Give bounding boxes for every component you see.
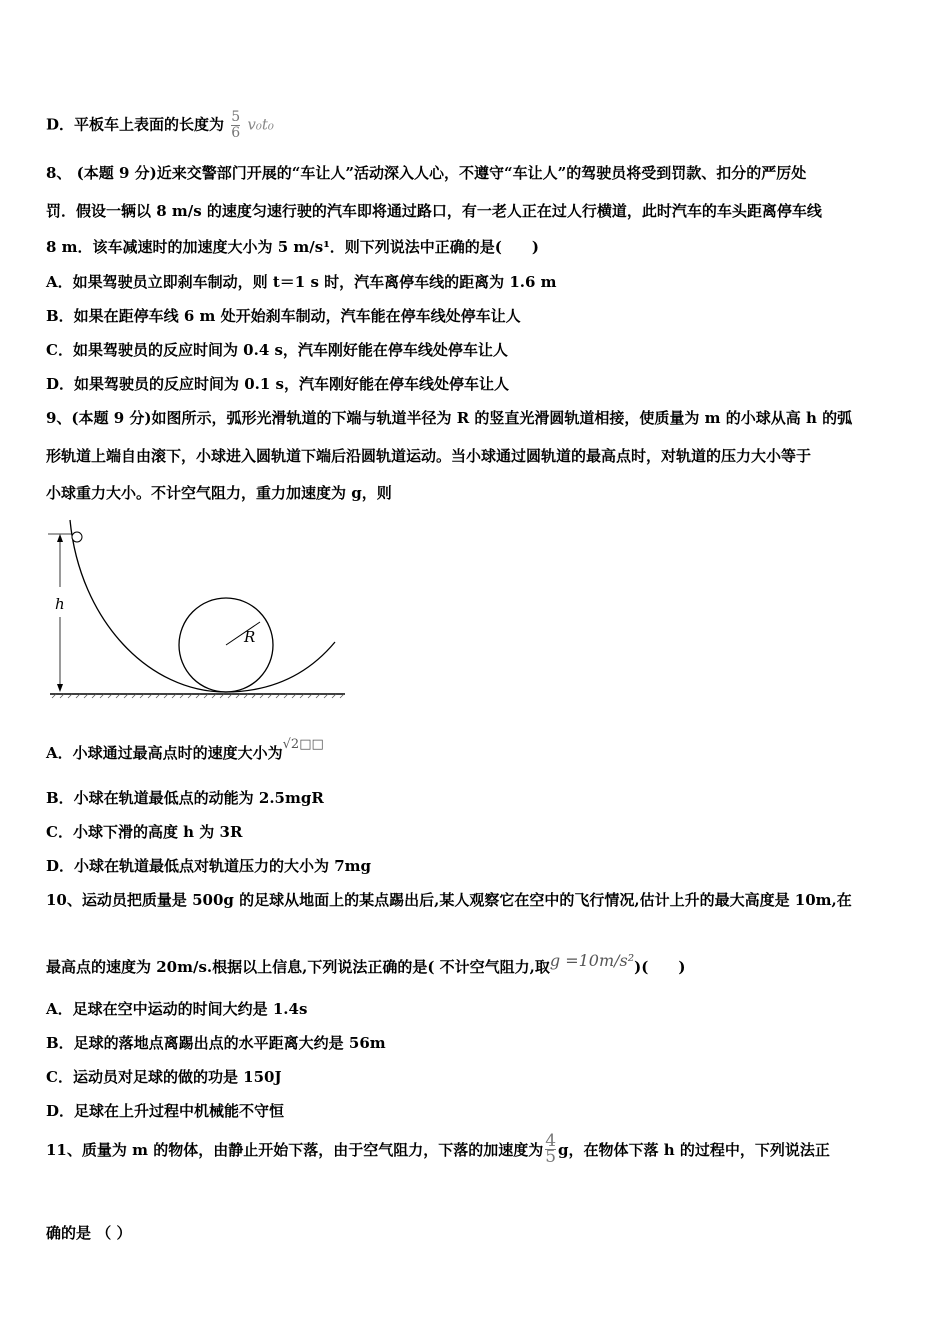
q7-option-d xyxy=(46,110,274,141)
q11-stem-line-1-a: 11、质量为 m 的物体，由静止开始下落，由于空气阻力，下落的加速度为 xyxy=(46,1141,544,1159)
q9-option-a-text: A．小球通过最高点时的速度大小为 xyxy=(46,744,283,762)
q8-stem-line-1: 8、 (本题 9 分)近来交警部门开展的“车让人”活动深入人心，不遵守“车让人”的驾驶员将受到罚款、扣分的严厉处 xyxy=(46,164,807,182)
q8-option-a: A．如果驾驶员立即刹车制动，则 t＝1 s 时，汽车离停车线的距离为 1.6 m xyxy=(46,273,557,291)
q10-option-a: A．足球在空中运动的时间大约是 1.4s xyxy=(46,1000,308,1018)
q11-fraction-numerator: 4 xyxy=(545,1131,557,1151)
q11-fraction xyxy=(545,1131,557,1167)
q10-stem-line-1: 10、运动员把质量是 500g 的足球从地面上的某点踢出后,某人观察它在空中的飞行情况,估计上升的最大高度是 10m,在 xyxy=(46,891,852,909)
q8-stem-line-3: 8 m．该车减速时的加速度大小为 5 m/s¹．则下列说法中正确的是( ) xyxy=(46,238,539,256)
q9-stem-line-2: 形轨道上端自由滚下，小球进入圆轨道下端后沿圆轨道运动。当小球通过圆轨道的最高点时，对轨道的压力大小等于 xyxy=(46,447,812,465)
q10-option-c: C．运动员对足球的做的功是 150J xyxy=(46,1068,282,1086)
q7-fraction-denominator: 6 xyxy=(231,125,241,141)
height-label: h xyxy=(55,595,65,613)
ball xyxy=(72,532,82,542)
q9-stem-line-1: 9、(本题 9 分)如图所示，弧形光滑轨道的下端与轨道半径为 R 的竖直光滑圆轨道相接，使质量为 m 的小球从高 h 的弧 xyxy=(46,409,853,427)
q9-option-c: C．小球下滑的高度 h 为 3R xyxy=(46,823,243,841)
q9-option-a-formula: √2□□ xyxy=(282,737,324,752)
arrowhead-up xyxy=(57,534,63,542)
q9-stem-line-3: 小球重力大小。不计空气阻力，重力加速度为 g，则 xyxy=(46,484,392,502)
q9-option-a xyxy=(46,737,324,763)
q11-stem-line-1-b: g，在物体下落 h 的过程中，下列说法正 xyxy=(558,1141,830,1159)
q10-stem-line-2-b: )( ) xyxy=(634,958,686,976)
q7-fraction xyxy=(231,110,240,141)
q9-option-d: D．小球在轨道最低点对轨道压力的大小为 7mg xyxy=(46,857,372,875)
q9-option-b: B．小球在轨道最低点的动能为 2.5mgR xyxy=(46,789,324,807)
radius-label: R xyxy=(244,628,256,646)
q7-fraction-numerator: 5 xyxy=(231,109,241,125)
q8-option-d: D．如果驾驶员的反应时间为 0.1 s，汽车刚好能在停车线处停车让人 xyxy=(46,375,509,393)
q10-option-d: D．足球在上升过程中机械能不守恒 xyxy=(46,1102,285,1120)
q10-stem-line-2-a: 最高点的速度为 20m/s.根据以上信息,下列说法正确的是( 不计空气阻力,取 xyxy=(46,958,550,976)
q11-stem-line-1 xyxy=(46,1131,830,1167)
q11-stem-line-2: 确的是 （ ） xyxy=(46,1224,132,1242)
arrowhead-down xyxy=(57,684,63,692)
q8-stem-line-2: 罚．假设一辆以 8 m/s 的速度匀速行驶的汽车即将通过路口，有一老人正在过人行横道，此时汽车的车头距离停车线 xyxy=(46,202,822,220)
q10-g-formula: g =10m/s² xyxy=(549,951,635,970)
q7-expression: v₀t₀ xyxy=(247,115,274,134)
q10-stem-line-2 xyxy=(46,951,685,977)
q7-option-d-text: D．平板车上表面的长度为 xyxy=(46,115,225,134)
q9-track-figure xyxy=(40,512,360,712)
q8-option-c: C．如果驾驶员的反应时间为 0.4 s，汽车刚好能在停车线处停车让人 xyxy=(46,341,508,359)
q8-option-b: B．如果在距停车线 6 m 处开始刹车制动，汽车能在停车线处停车让人 xyxy=(46,307,521,325)
q11-fraction-denominator: 5 xyxy=(545,1147,557,1167)
q10-option-b: B．足球的落地点离踢出点的水平距离大约是 56m xyxy=(46,1034,386,1052)
arc-track xyxy=(70,520,335,692)
